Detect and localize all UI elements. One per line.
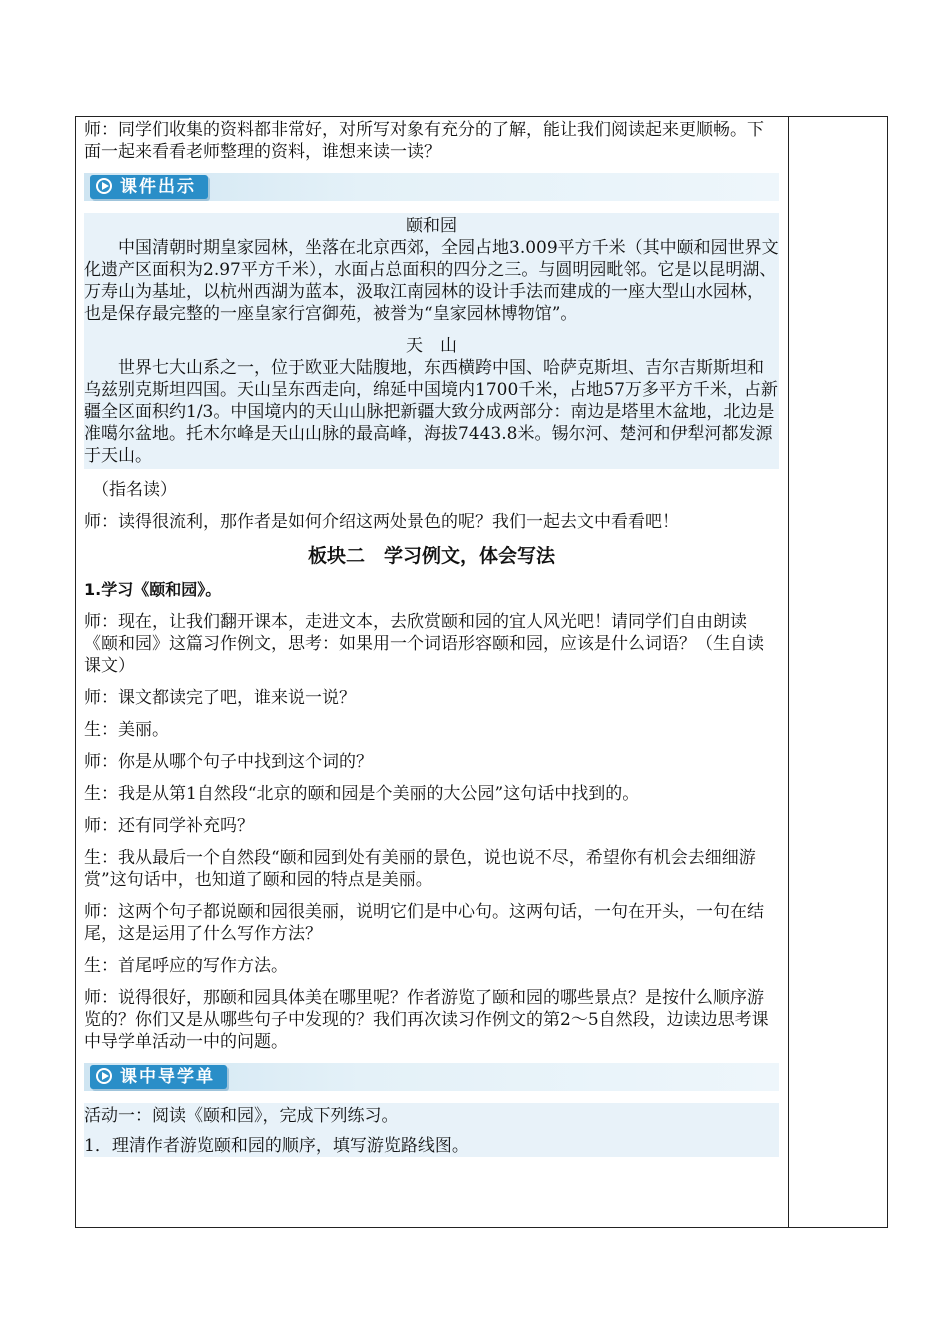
play-circle-icon <box>96 1068 112 1084</box>
material-body-yiheyuan: 中国清朝时期皇家园林，坐落在北京西郊，全园占地3.009平方千米（其中颐和园世界文化遗产区面积为2.97平方千米），水面占总面积的四分之三。与圆明园毗邻。它是以昆明湖、万寿山为基址，以杭州西湖为蓝本，汲取江南园林的设计手法而建成的一座大型山水园林，也是保存最完整的一座皇家行宫御苑，被誉为“皇家园林博物馆”。 <box>84 238 779 324</box>
dialogue-line: 师：还有同学补充吗？ <box>84 816 254 836</box>
dialogue-line: 师：你是从哪个句子中找到这个词的？ <box>84 752 373 772</box>
dialogue-line: 生：首尾呼应的写作方法。 <box>84 956 288 976</box>
dialogue-line: 师：现在，让我们翻开课本，走进文本，去欣赏颐和园的宜人风光吧！请同学们自由朗读《颐和园》这篇习作例文，思考：如果用一个词语形容颐和园，应该是什么词语？（生自读课文） <box>84 612 764 676</box>
dialogue-line: 生：美丽。 <box>84 720 169 740</box>
dialogue-line: 师：课文都读完了吧，谁来说一说？ <box>84 688 356 708</box>
activity-box <box>84 1103 779 1157</box>
activity-task: 1．理清作者游览颐和园的顺序，填写游览路线图。 <box>84 1136 469 1156</box>
dialogue-line: 师：这两个句子都说颐和园很美丽，说明它们是中心句。这两句话，一句在开头，一句在结尾，这是运用了什么写作方法？ <box>84 902 764 944</box>
banner-courseware <box>84 173 779 201</box>
section-title: 板块二 学习例文，体会写法 <box>307 545 555 567</box>
material-title-tianshan: 天 山 <box>406 336 457 356</box>
note-paragraph: （指名读） <box>92 480 177 500</box>
material-body-tianshan: 世界七大山系之一，位于欧亚大陆腹地，东西横跨中国、哈萨克斯坦、吉尔吉斯斯坦和乌兹别克斯坦四国。天山呈东西走向，绵延中国境内1700千米，占地57万多平方千米，占新疆全区面积约1/3。中国境内的天山山脉把新疆大致分成两部分：南边是塔里木盆地，北边是准噶尔盆地。托木尔峰是天山山脉的最高峰，海拔7443.8米。锡尔河、楚河和伊犁河都发源于天山。 <box>84 358 778 466</box>
activity-title: 活动一：阅读《颐和园》，完成下列练习。 <box>84 1106 399 1126</box>
banner-label: 课中导学单 <box>120 1067 215 1087</box>
main-column <box>84 119 779 1157</box>
sub-title: 1.学习《颐和园》。 <box>84 580 222 599</box>
material-title-yiheyuan: 颐和园 <box>406 216 457 236</box>
banner-label: 课件出示 <box>120 177 196 197</box>
material-box <box>84 213 779 469</box>
banner-tag <box>90 1065 227 1089</box>
column-divider <box>788 117 789 1227</box>
banner-tag <box>90 175 208 199</box>
dialogue-line: 师：说得很好，那颐和园具体美在哪里呢？作者游览了颐和园的哪些景点？是按什么顺序游览的？你们又是从哪些句子中发现的？我们再次读习作例文的第2～5自然段，边读边思考课中导学单活动一中的问题。 <box>84 988 769 1052</box>
play-circle-icon <box>96 178 112 194</box>
banner-worksheet <box>84 1063 779 1091</box>
intro-paragraph: 师：同学们收集的资料都非常好，对所写对象有充分的了解，能让我们阅读起来更顺畅。下面一起来看看老师整理的资料，谁想来读一读？ <box>84 120 764 162</box>
transition-paragraph: 师：读得很流利，那作者是如何介绍这两处景色的呢？我们一起去文中看看吧！ <box>84 512 679 532</box>
dialogue-line: 生：我是从第1自然段“北京的颐和园是个美丽的大公园”这句话中找到的。 <box>84 784 640 804</box>
lesson-table <box>75 116 888 1228</box>
dialogue-line: 生：我从最后一个自然段“颐和园到处有美丽的景色，说也说不尽，希望你有机会去细细游赏”这句话中，也知道了颐和园的特点是美丽。 <box>84 848 756 890</box>
